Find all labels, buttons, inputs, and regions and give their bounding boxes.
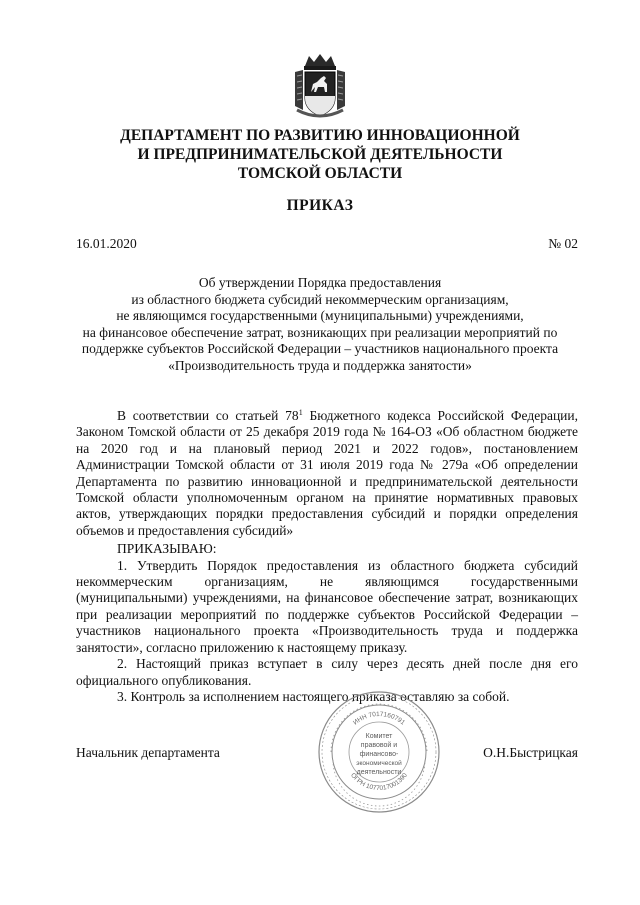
document-type: ПРИКАЗ	[286, 197, 354, 214]
signatory-position: Начальник департамента	[76, 745, 220, 760]
subject-line: из областного бюджета субсидий некоммерческим организациям,	[131, 291, 509, 307]
document-body	[76, 408, 578, 705]
department-line: И ПРЕДПРИНИМАТЕЛЬСКОЙ ДЕЯТЕЛЬНОСТИ	[137, 146, 503, 163]
seal-center-line: деятельности	[356, 769, 402, 776]
official-seal-stamp	[317, 690, 441, 814]
subject-line: «Производительность труда и поддержка занятости»	[168, 357, 472, 373]
document-number: № 02	[548, 236, 578, 251]
order-word: ПРИКАЗЫВАЮ:	[117, 541, 217, 557]
seal-center-line: экономической	[356, 760, 402, 767]
subject-line: на финансовое обеспечение затрат, возникающих при реализации мероприятий по	[82, 324, 558, 340]
seal-center-line: правовой и	[360, 742, 398, 749]
subject-line: Об утверждении Порядка предоставления	[198, 275, 442, 290]
order-item: 2. Настоящий приказ вступает в силу через десять дней после дня его официального опубликования.	[76, 656, 578, 688]
document-date: 16.01.2020	[76, 236, 137, 251]
signatory-name: О.Н.Быстрицкая	[483, 745, 578, 760]
subject-line: не являющимся государственными (муниципальными) учреждениями,	[116, 308, 524, 324]
subject-line: поддержке субъектов Российской Федерации – участников национального проекта	[81, 341, 559, 357]
seal-inn: ИНН 7017160791	[352, 710, 407, 727]
tomsk-coat-of-arms-icon	[291, 52, 349, 120]
order-item: 3. Контроль за исполнением настоящего приказа оставляю за собой.	[117, 688, 510, 704]
seal-ogrn: ОГРН 1077017001390	[349, 771, 409, 793]
department-line: ДЕПАРТАМЕНТ ПО РАЗВИТИЮ ИННОВАЦИОННОЙ	[120, 127, 520, 144]
department-name	[60, 126, 580, 183]
department-line: ТОМСКОЙ ОБЛАСТИ	[237, 165, 403, 182]
document-subject	[60, 275, 580, 375]
preamble-rest: Бюджетного кодекса Российской Федерации, Законом Томской области от 25 декабря 2019 года № 164-ОЗ «Об областном бюджете на 2020 год и на плановый период 2021 и 2022 годов», постановлением Администрации Томской области от 31 июля 2019 года № 279а «Об определении Департамента по развитию инновационной и предпринимательской деятельности Томской области уполномоченным органом на принятие нормативных правовых актов, утверждающих порядки предоставления субсидий и порядки определения объемов и предоставления субсидий»	[76, 408, 578, 538]
seal-center-line: Комитет	[365, 733, 393, 740]
article-superscript: 1	[298, 408, 303, 417]
preamble-paragraph	[76, 408, 578, 539]
seal-center-line: финансово-	[359, 751, 399, 758]
preamble-start: В соответствии со статьей 78	[117, 408, 299, 423]
order-item: 1. Утвердить Порядок предоставления из областного бюджета субсидий некоммерческим организациям, не являющимся государственными (муниципальными) учреждениями, на финансовое обеспечение затрат, возникающих при реализации мероприятий по поддержке субъектов Российской Федерации – участников национального проекта «Производительность труда и поддержка занятости», согласно приложению к настоящему приказу.	[76, 557, 578, 655]
